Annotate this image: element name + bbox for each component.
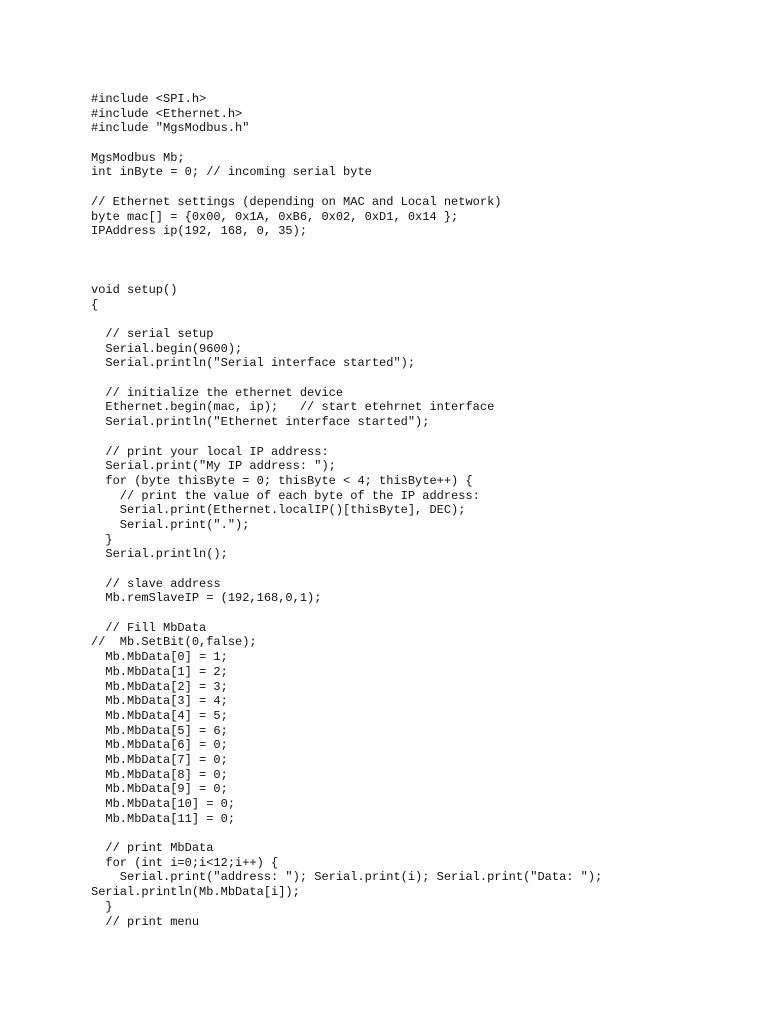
code-line [91,268,751,283]
code-line: // print MbData [91,841,214,856]
code-line [91,371,751,386]
code-line [91,312,751,327]
code-line: // Mb.SetBit(0,false); [91,635,257,650]
code-line: #include "MgsModbus.h" [91,121,250,136]
code-line: // print menu [91,914,200,929]
code-line: Mb.MbData[6] = 0; [91,738,228,753]
code-line: byte mac[] = {0x00, 0x1A, 0xB6, 0x02, 0xD1, 0x14 }; [91,209,459,224]
code-line: Mb.MbData[2] = 3; [91,679,228,694]
code-line: Serial.println(Mb.MbData[i]); [91,885,300,900]
code-line: Serial.println("Ethernet interface started"); [91,415,430,430]
code-line [91,254,751,269]
code-line: IPAddress ip(192, 168, 0, 35); [91,224,308,239]
code-line: // Fill MbData [91,620,207,635]
code-line: } [91,899,113,914]
code-line: Serial.println("Serial interface started"); [91,356,416,371]
code-line: Serial.println(); [91,547,228,562]
code-line: // print the value of each byte of the IP address: [91,488,480,503]
code-line: Mb.MbData[7] = 0; [91,752,228,767]
code-line: #include <SPI.h> [91,92,207,106]
code-line: // initialize the ethernet device [91,385,344,400]
code-line: Serial.print("address: "); Serial.print(i); Serial.print("Data: "); [91,870,603,885]
code-line: Mb.MbData[8] = 0; [91,767,228,782]
code-line: Serial.print(Ethernet.localIP()[thisByte], DEC); [91,503,466,518]
code-line: // serial setup [91,327,214,341]
code-line [91,136,751,151]
code-line: Serial.print("My IP address: "); [91,459,336,474]
code-line: Serial.begin(9600); [91,341,243,356]
code-line: // Ethernet settings (depending on MAC and Local network) [91,194,502,209]
code-line: } [91,532,113,547]
code-line: Mb.MbData[4] = 5; [91,708,228,723]
code-line [91,606,751,621]
code-line: Mb.MbData[9] = 0; [91,782,228,797]
code-line: Mb.remSlaveIP = (192,168,0,1); [91,591,322,606]
code-line [91,180,751,195]
code-line: Mb.MbData[5] = 6; [91,723,228,738]
code-line [91,826,751,841]
code-line: MgsModbus Mb; [91,150,185,165]
code-line: Mb.MbData[11] = 0; [91,811,236,826]
code-line: int inByte = 0; // incoming serial byte [91,165,372,180]
code-line: for (byte thisByte = 0; thisByte < 4; thisByte++) { [91,473,473,488]
code-line: #include <Ethernet.h> [91,106,243,121]
code-line: Mb.MbData[0] = 1; [91,650,228,665]
code-line: Mb.MbData[1] = 2; [91,664,228,679]
code-line: Serial.print("."); [91,517,250,532]
code-line: Mb.MbData[3] = 4; [91,694,228,709]
code-line: Mb.MbData[10] = 0; [91,797,236,811]
code-line [91,430,751,445]
code-line [91,239,751,254]
code-listing [91,92,751,929]
code-line: { [91,297,99,312]
code-line [91,562,751,577]
code-line: Ethernet.begin(mac, ip); // start etehrnet interface [91,400,495,415]
code-line: void setup() [91,282,178,297]
code-line: // slave address [91,576,221,591]
code-line: // print your local IP address: [91,444,329,459]
code-line: for (int i=0;i<12;i++) { [91,855,279,870]
